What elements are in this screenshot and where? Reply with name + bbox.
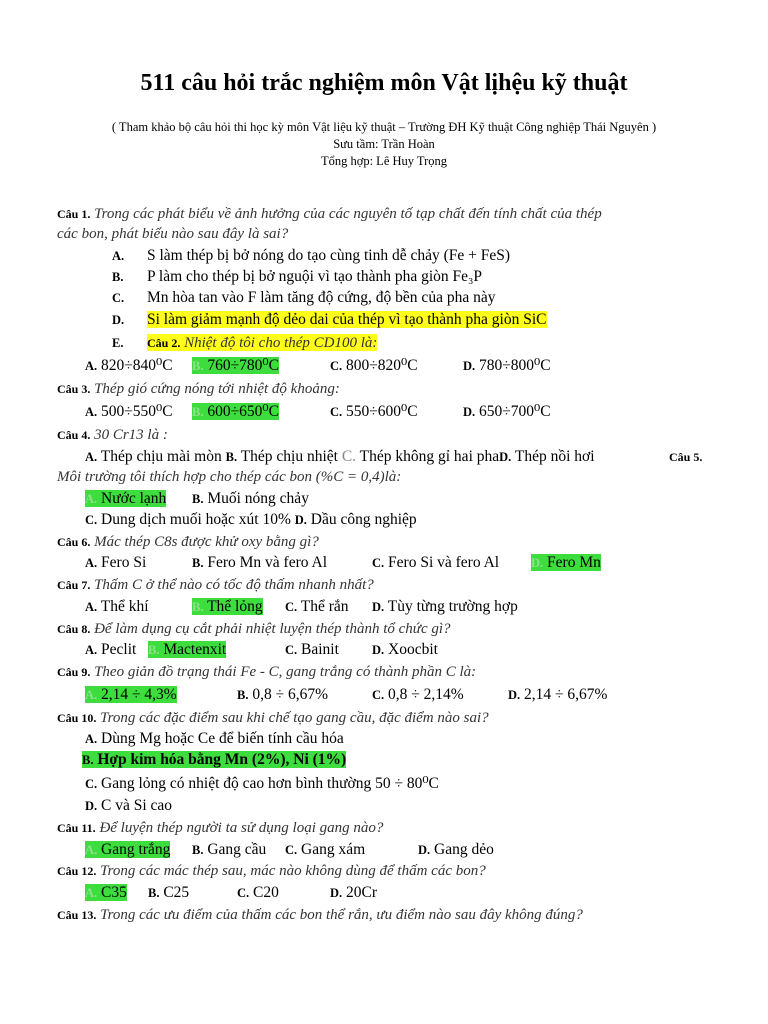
text-fragment: Câu 6. — [57, 535, 91, 549]
q8-option-b — [148, 640, 226, 660]
q1-option-d-text — [147, 310, 547, 330]
q3-option-c — [330, 402, 418, 422]
text-fragment: B. — [225, 450, 238, 464]
text-fragment: Thể lỏng — [207, 598, 263, 615]
text-fragment: 780÷800⁰C — [479, 357, 551, 374]
q1-option-b — [112, 267, 123, 287]
q7-option-a — [85, 597, 149, 617]
text-fragment: C. — [372, 688, 385, 702]
q11-option-d — [418, 840, 494, 860]
q2-option-b — [192, 356, 279, 376]
text-fragment: D. — [463, 405, 476, 419]
text-fragment: B. — [112, 270, 124, 284]
q10-option-a — [85, 729, 344, 749]
text-fragment: Để làm dụng cụ cắt phải nhiệt luyện thép thành tổ chức gì? — [90, 621, 451, 637]
text-fragment: Dùng Mg hoặc Ce để biến tính cầu hóa — [101, 730, 344, 747]
text-fragment: Dầu công nghiệp — [310, 511, 417, 528]
text-fragment: Gang dẻo — [434, 841, 494, 858]
q10-option-c — [85, 774, 439, 794]
text-fragment: C20 — [253, 884, 279, 901]
q11-option-a — [85, 840, 170, 860]
q1-option-a-text: S làm thép bị bở nóng do tạo cùng tinh dễ chảy (Fe + FeS) — [147, 247, 511, 264]
correct-answer — [192, 357, 279, 374]
text-fragment: Câu 12. — [57, 864, 97, 878]
q2-option-c — [330, 356, 418, 376]
text-fragment: Nhiệt độ tôi cho thép CD100 là: — [180, 335, 378, 351]
q7-option-c — [285, 597, 349, 617]
text-fragment: 550÷600⁰C — [346, 403, 418, 420]
text-fragment: Thép không gỉ hai pha — [356, 448, 500, 465]
text-fragment: C. — [330, 405, 343, 419]
text-fragment: 500÷550⁰C — [101, 403, 173, 420]
q3-option-b — [192, 402, 279, 422]
text-fragment: Tùy từng trường hợp — [387, 598, 518, 615]
q1-option-b-text: P làm cho thép bị bở nguội vì tạo thành pha giòn Fe₃P — [147, 268, 483, 285]
text-fragment: B. — [192, 492, 204, 506]
text-fragment: D. — [508, 688, 521, 702]
question-5 — [57, 467, 401, 487]
q12-option-a — [85, 883, 127, 903]
text-fragment: E. — [112, 336, 124, 350]
correct-answer — [531, 554, 601, 571]
question-10 — [57, 708, 489, 728]
question-2 — [147, 333, 377, 353]
q2-option-d — [463, 356, 551, 376]
correct-answer — [192, 598, 263, 615]
q12-option-d — [330, 883, 377, 903]
text-fragment: Trong các đặc điểm sau khi chế tạo gang cầu, đặc điểm nào sai? — [96, 710, 489, 726]
text-fragment: Câu 13. — [57, 908, 97, 922]
text-fragment: 2,14 ÷ 6,67% — [524, 686, 608, 703]
q1-option-e — [112, 333, 123, 353]
text-fragment: C. — [85, 777, 98, 791]
text-fragment: A. — [85, 492, 98, 506]
text-fragment: Câu 3. — [57, 382, 91, 396]
text-fragment: Bainit — [301, 641, 339, 658]
text-fragment: Câu 5. — [669, 450, 703, 464]
question-11 — [57, 818, 383, 838]
text-fragment: Câu 4. — [57, 428, 91, 442]
text-fragment: Để luyện thép người ta sử dụng loại gang nào? — [95, 820, 384, 836]
text-fragment: C. — [237, 886, 250, 900]
correct-answer — [85, 686, 177, 703]
question-label: Câu 1. — [57, 207, 91, 221]
question-4 — [57, 425, 168, 445]
text-fragment: Dung dịch muối hoặc xút 10% — [101, 511, 291, 528]
correct-answer — [85, 490, 166, 507]
text-fragment: 800÷820⁰C — [346, 357, 418, 374]
text-fragment: C. — [285, 843, 298, 857]
text-fragment: D. — [531, 556, 544, 570]
question-13 — [57, 905, 583, 925]
text-fragment: B. — [192, 556, 204, 570]
highlighted-answer: Si làm giảm mạnh độ dẻo dai của thép vì tạo thành pha giòn SiC — [147, 311, 547, 328]
text-fragment: D. — [372, 643, 385, 657]
question-5-label — [669, 447, 702, 467]
question-text: các bon, phát biểu nào sau đây là sai? — [57, 226, 289, 242]
text-fragment: A. — [85, 643, 98, 657]
text-fragment: C. — [285, 600, 298, 614]
text-fragment: D. — [330, 886, 343, 900]
text-fragment: D. — [463, 359, 476, 373]
document-subtitle: ( Tham khảo bộ câu hỏi thi học kỳ môn Vật liệu kỹ thuật – Trường ĐH Kỹ thuật Công nghiệp Thái Nguyên ) — [111, 120, 657, 134]
text-fragment: B. — [192, 359, 204, 373]
text-fragment: D. — [372, 600, 385, 614]
text-fragment: A. — [85, 732, 98, 746]
text-fragment: C35 — [101, 884, 127, 901]
question-text: Trong các phát biểu về ảnh hưởng của các nguyên tố tạp chất đến tính chất của thép — [90, 206, 602, 222]
text-fragment: Nước lạnh — [101, 490, 167, 507]
text-fragment: Theo giản đồ trạng thái Fe - C, gang trắng có thành phần C là: — [90, 664, 477, 680]
text-fragment: Câu 2. — [147, 336, 181, 350]
text-fragment: D. — [294, 513, 307, 527]
text-fragment: Trong các mác thép sau, mác nào không dùng để thấm các bon? — [96, 863, 486, 879]
q5-option-b — [192, 489, 309, 509]
compiler-line: Tổng hợp: Lê Huy Trọng — [320, 154, 448, 168]
q10-option-b — [82, 750, 346, 770]
question-8 — [57, 619, 451, 639]
q1-option-d — [112, 310, 124, 330]
correct-answer — [148, 641, 226, 658]
q8-option-d — [372, 640, 438, 660]
text-fragment: Peclit — [101, 641, 137, 658]
text-fragment: A. — [85, 843, 98, 857]
text-fragment: B. — [192, 600, 204, 614]
text-fragment: 600÷650⁰C — [207, 403, 279, 420]
correct-answer — [192, 403, 279, 420]
text-fragment: C25 — [163, 884, 190, 901]
q3-option-d — [463, 402, 551, 422]
text-fragment: A. — [85, 359, 98, 373]
text-fragment: Fero Mn — [547, 554, 601, 571]
text-fragment: Thép gió cứng nóng tới nhiệt độ khoảng: — [90, 381, 340, 397]
text-fragment: Fero Si và fero Al — [388, 554, 500, 571]
q6-option-c — [372, 553, 499, 573]
q10-option-d — [85, 796, 172, 816]
text-fragment: B. — [148, 886, 160, 900]
text-fragment: Mactenxit — [163, 641, 227, 658]
text-fragment: Thể khí — [100, 598, 149, 615]
question-9 — [57, 662, 476, 682]
q9-option-d — [508, 685, 607, 705]
text-fragment: Gang cầu — [207, 841, 267, 858]
q9-option-c — [372, 685, 464, 705]
text-fragment: Câu 8. — [57, 622, 91, 636]
text-fragment: B. — [192, 843, 204, 857]
text-fragment: Thấm C ở thể nào có tốc độ thấm nhanh nhất? — [90, 577, 374, 593]
q1-option-c-text: Mn hòa tan vào F làm tăng độ cứng, độ bền của pha này — [147, 289, 496, 306]
text-fragment: Fero Si — [101, 554, 147, 571]
q7-option-b — [192, 597, 263, 617]
collector-line: Sưu tầm: Trần Hoàn — [333, 137, 435, 151]
text-fragment: Môi trường tôi thích hợp cho thép các bon (%C = 0,4)là: — [57, 469, 402, 485]
text-fragment: C. — [85, 513, 98, 527]
text-fragment: Gang xám — [301, 841, 366, 858]
q11-option-c — [285, 840, 365, 860]
text-fragment: A. — [85, 450, 98, 464]
q9-option-b — [237, 685, 328, 705]
text-fragment: Fero Mn và fero Al — [207, 554, 328, 571]
q12-option-c — [237, 883, 279, 903]
q8-option-a — [85, 640, 136, 660]
text-fragment: B. — [82, 753, 94, 767]
text-fragment: C. — [372, 556, 385, 570]
text-fragment: D. — [499, 450, 512, 464]
text-fragment: A. — [85, 886, 98, 900]
text-fragment: C. — [330, 359, 343, 373]
q9-option-a — [85, 685, 177, 705]
question-3 — [57, 379, 340, 399]
text-fragment: A. — [85, 405, 98, 419]
text-fragment: A. — [85, 600, 98, 614]
text-fragment: B. — [148, 643, 160, 657]
q6-option-d — [531, 553, 601, 573]
q1-option-c — [112, 288, 124, 308]
text-fragment: B. — [237, 688, 249, 702]
text-fragment: B. — [192, 405, 204, 419]
text-fragment: C. — [112, 291, 125, 305]
highlighted-question — [147, 334, 377, 351]
q3-option-a — [85, 402, 173, 422]
q8-option-c — [285, 640, 339, 660]
correct-answer — [82, 751, 346, 768]
text-fragment: Trong các ưu điểm của thấm các bon thể rắn, ưu điểm nào sau đây không đúng? — [96, 907, 583, 923]
text-fragment: Thể rắn — [300, 598, 349, 615]
document-title: 511 câu hỏi trắc nghiệm môn Vật lịhệu kỹ thuật — [140, 70, 628, 96]
text-fragment: A. — [112, 249, 125, 263]
text-fragment: 2,14 ÷ 4,3% — [101, 686, 177, 703]
q5-option-a — [85, 489, 166, 509]
q2-options — [85, 356, 173, 376]
q2-option-a: 820÷840⁰C — [101, 357, 173, 374]
q12-option-b — [148, 883, 189, 903]
text-fragment: C và Si cao — [101, 797, 173, 814]
text-fragment: C. — [285, 643, 298, 657]
question-1-cont — [57, 224, 288, 244]
q1-option-a — [112, 246, 124, 266]
q11-option-b — [192, 840, 266, 860]
text-fragment: Câu 7. — [57, 578, 91, 592]
text-fragment: 0,8 ÷ 6,67% — [252, 686, 329, 703]
text-fragment: Gang lỏng có nhiệt độ cao hơn bình thường 50 ÷ 80⁰C — [101, 775, 439, 792]
text-fragment: Muối nóng chảy — [207, 490, 309, 507]
text-fragment: Gang trắng — [101, 841, 171, 858]
text-fragment: Câu 9. — [57, 665, 91, 679]
text-fragment: Câu 11. — [57, 821, 96, 835]
q6-option-a — [85, 553, 146, 573]
text-fragment: Xoocbit — [388, 641, 438, 658]
text-fragment: C. — [341, 448, 357, 465]
text-fragment: Thép chịu nhiệt — [240, 448, 338, 465]
q7-option-d — [372, 597, 518, 617]
text-fragment: 30 Cr13 là : — [90, 427, 168, 443]
text-fragment: D. — [418, 843, 431, 857]
question-1 — [57, 204, 602, 224]
q5-option-cd — [85, 510, 417, 530]
question-6 — [57, 532, 319, 552]
correct-answer — [85, 884, 127, 901]
text-fragment: A. — [85, 556, 98, 570]
text-fragment: 760÷780⁰C — [207, 357, 279, 374]
text-fragment: Thép chịu mài mòn — [100, 448, 222, 465]
text-fragment: Mác thép C8s được khử oxy bằng gì? — [90, 534, 319, 550]
text-fragment: 0,8 ÷ 2,14% — [388, 686, 464, 703]
text-fragment: 650÷700⁰C — [479, 403, 551, 420]
text-fragment: Hợp kim hóa bằng Mn (2%), Ni (1%) — [97, 751, 347, 768]
text-fragment: A. — [85, 688, 98, 702]
text-fragment: 20Cr — [346, 884, 378, 901]
question-12 — [57, 861, 486, 881]
q6-option-b — [192, 553, 327, 573]
text-fragment: Thép nồi hơi — [514, 448, 595, 465]
text-fragment: D. — [85, 799, 98, 813]
q4-options — [85, 447, 595, 467]
question-7 — [57, 575, 374, 595]
correct-answer — [85, 841, 170, 858]
text-fragment: Câu 10. — [57, 711, 97, 725]
text-fragment: D. — [112, 313, 125, 327]
